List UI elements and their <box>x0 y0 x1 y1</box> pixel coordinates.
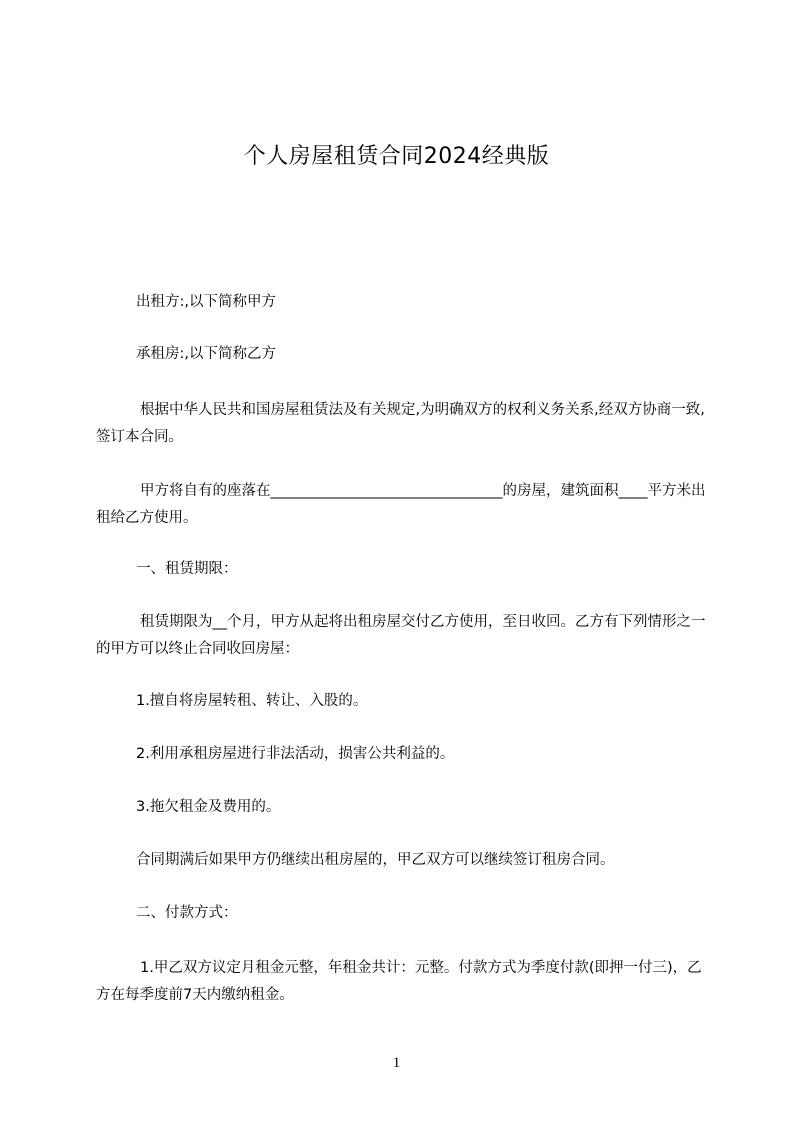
lease-term-paragraph: 租赁期限为__个月，甲方从起将出租房屋交付乙方使用，至日收回。乙方有下列情形之一的甲方可以终止合同收回房屋： <box>96 614 706 657</box>
list-item: 2.利用承租房屋进行非法活动，损害公共利益的。 <box>136 746 455 762</box>
section-heading-lease-term: 一、租赁期限： <box>136 561 238 577</box>
list-item: 3.拖欠租金及费用的。 <box>136 799 281 815</box>
payment-paragraph: 1.甲乙双方议定月租金元整，年租金共计：元整。付款方式为季度付款(即押一付三)，乙方在每季度前7天内缴纳租金。 <box>96 960 702 1003</box>
page-number: 1 <box>392 1055 401 1071</box>
lessee-line: 承租房:,以下简称乙方 <box>136 346 276 362</box>
list-item: 1.擅自将房屋转租、转让、入股的。 <box>136 693 368 709</box>
section-heading-payment: 二、付款方式： <box>136 905 238 921</box>
property-paragraph: 甲方将自有的座落在________________________________的房屋，建筑面积____平方米出租给乙方使用。 <box>96 483 706 526</box>
renewal-paragraph: 合同期满后如果甲方仍继续出租房屋的，甲乙双方可以继续签订租房合同。 <box>136 852 615 868</box>
preamble-paragraph: 根据中华人民共和国房屋租赁法及有关规定,为明确双方的权利义务关系,经双方协商一致,签订本合同。 <box>96 402 705 445</box>
document-title: 个人房屋租赁合同2024经典版 <box>243 144 550 169</box>
lessor-line: 出租方:,以下简称甲方 <box>136 294 276 310</box>
